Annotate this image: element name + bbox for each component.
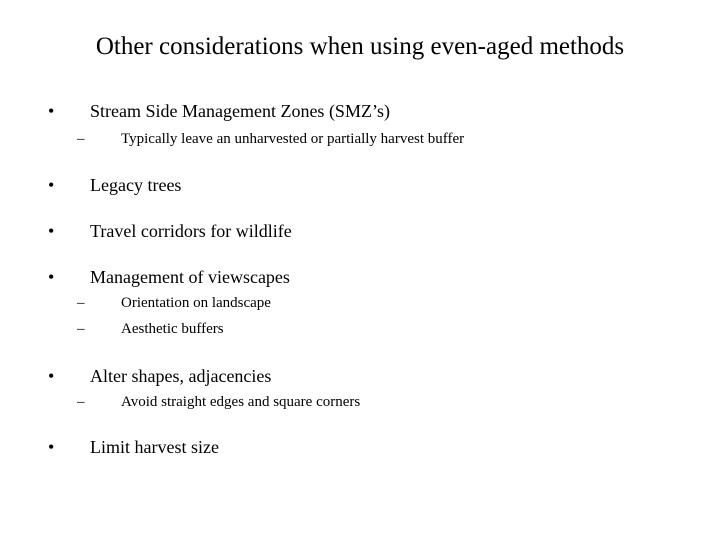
- subitem-orientation: Orientation on landscape: [121, 295, 271, 311]
- bullet-item-legacy-trees: Legacy trees: [90, 175, 182, 195]
- bullet-item-viewscapes: Management of viewscapes: [90, 267, 290, 287]
- subitem-unharvested-buffer: Typically leave an unharvested or partially harvest buffer: [121, 131, 465, 147]
- bullet-item-limit-harvest: Limit harvest size: [90, 437, 219, 457]
- bullet-icon: •: [48, 267, 55, 287]
- bullet-icon: •: [48, 437, 55, 457]
- subitem-avoid-straight-edges: Avoid straight edges and square corners: [121, 394, 361, 410]
- bullet-item-smz: Stream Side Management Zones (SMZ’s): [90, 101, 390, 121]
- dash-icon: –: [77, 394, 85, 410]
- dash-icon: –: [77, 321, 85, 337]
- subitem-aesthetic-buffers: Aesthetic buffers: [121, 321, 224, 337]
- bullet-icon: •: [48, 366, 55, 386]
- dash-icon: –: [77, 295, 85, 311]
- dash-icon: –: [77, 131, 85, 147]
- bullet-icon: •: [48, 101, 55, 121]
- bullet-item-alter-shapes: Alter shapes, adjacencies: [90, 366, 272, 386]
- bullet-item-travel-corridors: Travel corridors for wildlife: [90, 221, 292, 241]
- slide-title: Other considerations when using even-aged methods: [95, 33, 625, 60]
- bullet-icon: •: [48, 221, 55, 241]
- bullet-icon: •: [48, 175, 55, 195]
